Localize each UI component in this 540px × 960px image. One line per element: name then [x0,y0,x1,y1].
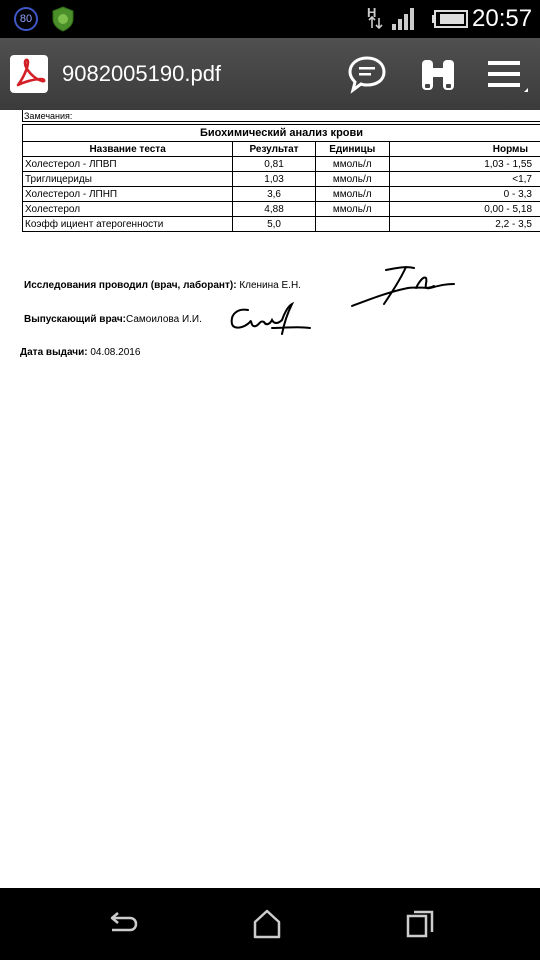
table-row [23,157,540,172]
security-shield-icon [52,6,74,32]
status-bar [0,0,540,38]
navigation-bar [0,888,540,960]
test-norm: 2,2 - 3,5 [389,217,540,232]
results-table [22,124,540,232]
test-result: 4,88 [233,202,316,217]
test-name: Холестерол [23,202,233,217]
researcher-name: Кленина Е.Н. [239,280,301,291]
clock: 20:57 [472,5,533,32]
signal-icon [366,4,418,34]
table-row [23,202,540,217]
issuing-doctor-name: Самоилова И.И. [126,314,202,325]
document-title: 9082005190.pdf [62,61,222,86]
test-units: ммоль/л [315,157,389,172]
adobe-reader-logo[interactable] [10,55,48,93]
researcher-signature [348,262,460,312]
issuing-doctor-line [24,314,202,326]
table-row [23,217,540,232]
header-norms: Нормы [389,142,540,157]
researcher-label: Исследования проводил (врач, лаборант): [24,280,237,291]
test-result: 5,0 [233,217,316,232]
test-result: 0,81 [233,157,316,172]
issue-date-line [20,347,140,359]
test-units [315,217,389,232]
menu-icon[interactable] [484,54,528,94]
notification-badge: 80 [14,7,38,31]
test-name: Триглицериды [23,172,233,187]
table-title: Биохимический анализ крови [23,125,540,142]
test-name: Коэфф ициент атерогенности [23,217,233,232]
comment-icon[interactable] [347,54,387,94]
researcher-line [24,280,301,292]
table-title-row [23,125,540,142]
test-units: ммоль/л [315,202,389,217]
header-result: Результат [233,142,316,157]
header-test-name: Название теста [23,142,233,157]
table-row [23,187,540,202]
test-norm: 0,00 - 5,18 [389,202,540,217]
battery-icon [432,10,468,28]
test-units: ммоль/л [315,172,389,187]
issuing-doctor-signature [226,298,314,338]
test-norm: 1,03 - 1,55 [389,157,540,172]
issue-date-label: Дата выдачи: [20,347,88,358]
test-result: 3,6 [233,187,316,202]
back-icon[interactable] [104,908,140,940]
pdf-page[interactable] [0,110,540,888]
table-header-row [23,142,540,157]
header-units: Единицы [315,142,389,157]
app-toolbar [0,38,540,110]
issuing-doctor-label: Выпускающий врач: [24,314,126,325]
binoculars-search-icon[interactable] [418,54,458,94]
test-units: ммоль/л [315,187,389,202]
test-norm: <1,7 [389,172,540,187]
table-row [23,172,540,187]
test-norm: 0 - 3,3 [389,187,540,202]
test-result: 1,03 [233,172,316,187]
network-type-label: H [367,5,377,20]
home-icon[interactable] [249,908,285,940]
remarks-label: Замечания: [22,110,540,122]
recent-apps-icon[interactable] [402,908,438,940]
test-name: Холестерол - ЛПВП [23,157,233,172]
test-name: Холестерол - ЛПНП [23,187,233,202]
issue-date-value: 04.08.2016 [90,347,141,358]
